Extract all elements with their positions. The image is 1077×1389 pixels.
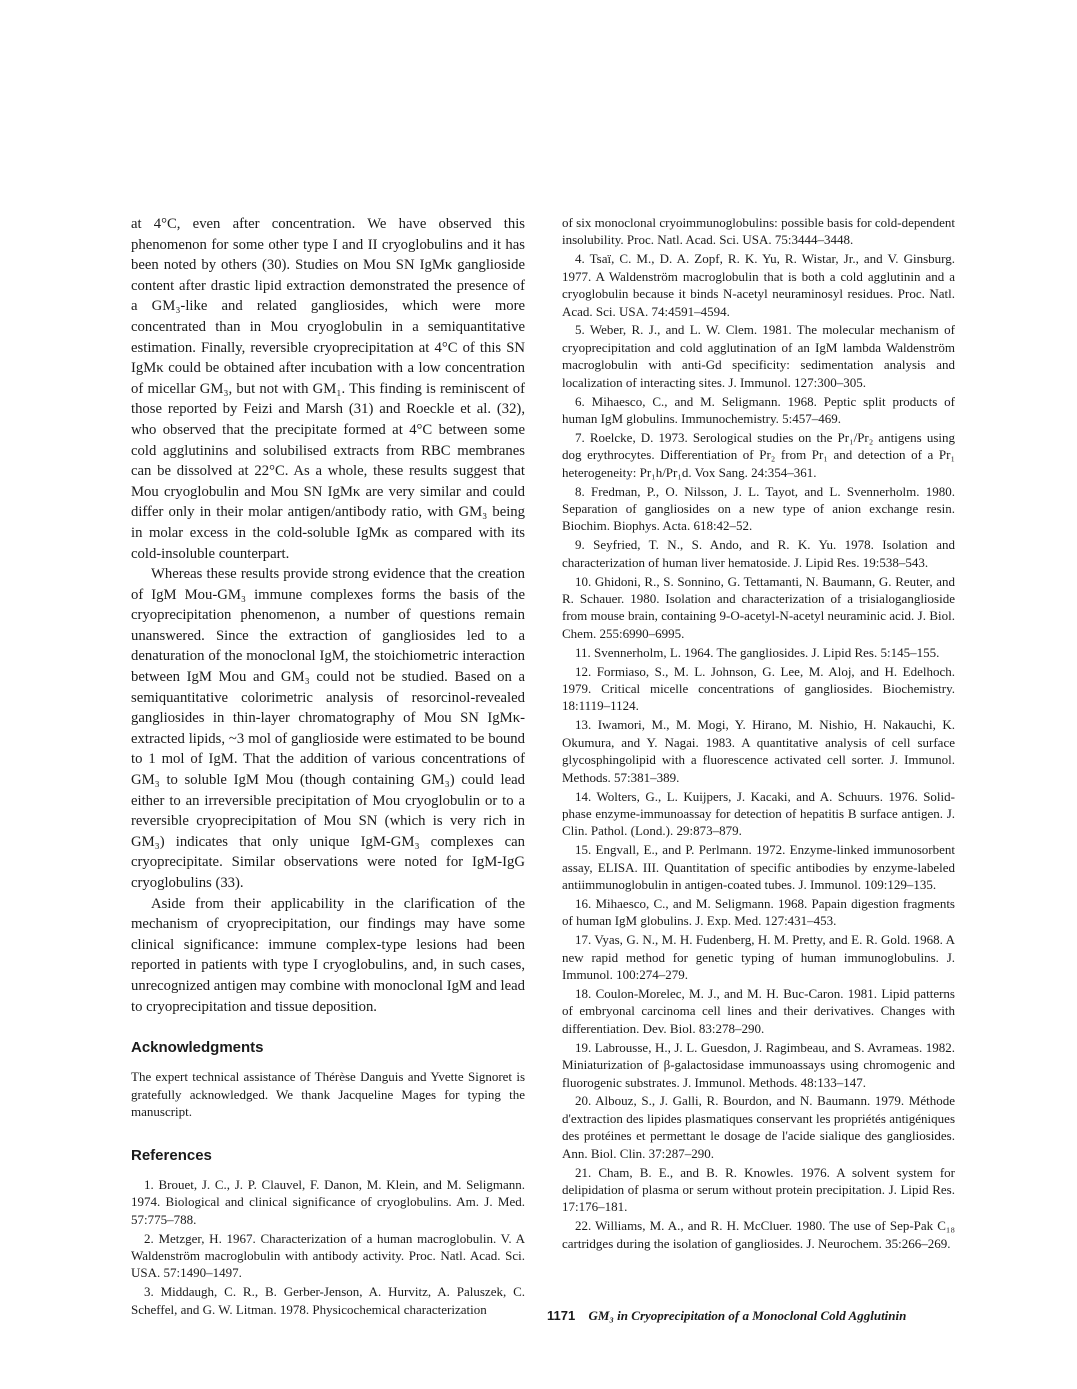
reference-item: 14. Wolters, G., L. Kuijpers, J. Kacaki, and A. Schuurs. 1976. Solid-phase enzyme-immunoassay for detection of hepatitis B surface antigen. J. Clin. Pathol. (Lond.). 29:873–879. bbox=[562, 788, 955, 839]
reference-item: 10. Ghidoni, R., S. Sonnino, G. Tettamanti, N. Baumann, G. Reuter, and R. Schauer. 1980. Isolation and characterization of a trisialoganglioside from mouse brain, containing 9-O-acetyl-N-acetyl neuraminic acid. J. Biol. Chem. 255:6990–6995. bbox=[562, 573, 955, 641]
reference-item: 5. Weber, R. J., and L. W. Clem. 1981. The molecular mechanism of cryoprecipitation and cold agglutination of an IgM lambda Waldenström macroglobulin with anti-Gd specificity: sedimentation analysis and localization of interacting sites. J. Immunol. 127:300–305. bbox=[562, 322, 955, 390]
reference-continuation: of six monoclonal cryoimmunoglobulins: possible basis for cold-dependent insolubility. Proc. Natl. Acad. Sci. USA. 75:3444–3448. bbox=[562, 215, 955, 248]
reference-item: 19. Labrousse, H., J. L. Guesdon, J. Ragimbeau, and S. Avrameas. 1982. Miniaturization of β-galactosidase immunoassays using chromogenic and fluorogenic substrates. J. Immunol. Methods. 48:133–147. bbox=[562, 1039, 955, 1090]
reference-item: 15. Engvall, E., and P. Perlmann. 1972. Enzyme-linked immunosorbent assay, ELISA. III. Quantitation of specific antibodies by enzyme-labeled antiimmunoglobulin in antigen-coated tubes. J. Immunol. 109:129–135. bbox=[562, 842, 955, 893]
reference-item: 9. Seyfried, T. N., S. Ando, and R. K. Yu. 1978. Isolation and characterization of human liver hematoside. J. Lipid Res. 19:538–543. bbox=[562, 537, 955, 570]
reference-item: 20. Albouz, S., J. Galli, R. Bourdon, and N. Baumann. 1979. Méthode d'extraction des lipides plasmatiques conservant les propriétés antigéniques des protéines et permettant le dosage de l'acide sialique des gangliosides. Ann. Biol. Clin. 37:287–290. bbox=[562, 1093, 955, 1161]
acknowledgments-heading: Acknowledgments bbox=[131, 1039, 264, 1057]
left-column bbox=[131, 214, 525, 1320]
reference-item: 21. Cham, B. E., and B. R. Knowles. 1976. A solvent system for delipidation of plasma or serum without protein precipitation. J. Lipid Res. 17:176–181. bbox=[562, 1164, 955, 1215]
acknowledgments-text: The expert technical assistance of Thérèse Danguis and Yvette Signoret is gratefully acknowledged. We thank Jacqueline Mages for typing the manuscript. bbox=[131, 1069, 525, 1120]
reference-item: 8. Fredman, P., O. Nilsson, J. L. Tayot, and L. Svennerholm. 1980. Separation of gangliosides on a new type of anion exchange resin. Biochim. Biophys. Acta. 618:42–52. bbox=[562, 483, 955, 534]
reference-item: 22. Williams, M. A., and R. H. McCluer. 1980. The use of Sep-Pak C₁₈ cartridges during the isolation of gangliosides. J. Neurochem. 35:266–269. bbox=[562, 1218, 955, 1251]
reference-item: 4. Tsaï, C. M., D. A. Zopf, R. K. Yu, R. Wistar, Jr., and V. Ginsburg. 1977. A Waldenström macroglobulin that is both a cold agglutinin and a cryoglobulin because it binds N-acetyl neuraminosyl residues. Proc. Natl. Acad. Sci. USA. 74:4591–4594. bbox=[562, 251, 955, 319]
page-number: 1171 bbox=[547, 1308, 576, 1323]
right-column bbox=[562, 214, 955, 1254]
body-paragraph: at 4°C, even after concentration. We have observed this phenomenon for some other type I and II cryoglobulins and it has been noted by others (30). Studies on Mou SN IgMκ ganglioside content after drastic lipid extraction demonstrated the presence of a GM₃-like and related gangliosides, which were more concentrated than in Mou cryoglobulin in a semiquantitative estimation. Finally, reversible cryoprecipitation at 4°C of this SN IgMκ could be obtained after incubation with a low concentration of micellar GM₃, but not with GM₁. This finding is reminiscent of those reported by Feizi and Marsh (31) and Roeckle et al. (32), who observed that the precipitate formed at 4°C between some cold agglutinins and solubilised extracts from RBC membranes can be dissolved at 22°C. As a whole, these results suggest that Mou cryoglobulin and Mou SN IgMκ are very similar and could differ only in their molar antigen/antibody ratio, with GM₃ being in molar excess in the cold-soluble IgMκ as compared with its cold-insoluble counterpart. bbox=[131, 216, 525, 562]
reference-item: 1. Brouet, J. C., J. P. Clauvel, F. Danon, M. Klein, and M. Seligmann. 1974. Biological and clinical significance of cryoglobulins. Am. J. Med. 57:775–788. bbox=[131, 1176, 525, 1227]
body-paragraph: Aside from their applicability in the clarification of the mechanism of cryoprecipitation, our findings may have some clinical significance: immune complex-type lesions had been reported in patients with type I cryoglobulins, and, in such cases, unrecognized antigen may combine with monoclonal IgM and lead to cryoprecipitation and tissue deposition. bbox=[131, 895, 525, 1015]
reference-item: 11. Svennerholm, L. 1964. The gangliosides. J. Lipid Res. 5:145–155. bbox=[575, 644, 940, 660]
running-title: GM₃ in Cryoprecipitation of a Monoclonal Cold Agglutinin bbox=[588, 1308, 907, 1323]
reference-item: 13. Iwamori, M., M. Mogi, Y. Hirano, M. Nishio, H. Nakauchi, K. Okumura, and Y. Nagai. 1983. A quantitative analysis of cell surface glycosphingolipid with a fluorescence activated cell sorter. J. Immunol. Methods. 57:381–389. bbox=[562, 717, 955, 785]
reference-item: 2. Metzger, H. 1967. Characterization of a human macroglobulin. V. A Waldenström macroglobulin with antibody activity. Proc. Natl. Acad. Sci. USA. 57:1490–1497. bbox=[131, 1230, 525, 1281]
page-footer bbox=[547, 1308, 977, 1324]
reference-item: 3. Middaugh, C. R., B. Gerber-Jenson, A. Hurvitz, A. Paluszek, C. Scheffel, and G. W. Litman. 1978. Physicochemical characterization bbox=[131, 1284, 525, 1317]
reference-item: 7. Roelcke, D. 1973. Serological studies on the Pr₁/Pr₂ antigens using dog erythrocytes. Differentiation of Pr₂ from Pr₁ and detection of a Pr₁ heterogeneity: Pr₁h/Pr₁d. Vox Sang. 24:354–361. bbox=[562, 429, 955, 480]
body-paragraph: Whereas these results provide strong evidence that the creation of IgM Mou-GM₃ immune complexes forms the basis of the cryoprecipitation phenomenon, a number of questions remain unanswered. Since the extraction of gangliosides led to a denaturation of the monoclonal IgM, the stoichiometric interaction between IgM Mou and GM₃ could not be studied. Based on a semiquantitative colorimetric analysis of resorcinol-revealed gangliosides in thin-layer chromatography of Mou SN IgMκ-extracted lipids, ~3 mol of ganglioside were estimated to be bound to 1 mol of IgM. That the addition of various concentrations of GM₃ to soluble IgM Mou (though containing GM₃) could lead either to an irreversible precipitation of Mou cryoglobulin or to a reversible cryoprecipitation of Mou SN (which is very rich in GM₃) indicates that only unique IgM-GM₃ complexes can cryoprecipitate. Similar observations were noted for IgM-IgG cryoglobulins (33). bbox=[131, 566, 525, 891]
reference-item: 17. Vyas, G. N., M. H. Fudenberg, H. M. Pretty, and E. R. Gold. 1968. A new rapid method for genetic typing of human immunoglobulins. J. Immunol. 100:274–279. bbox=[562, 932, 955, 983]
reference-item: 16. Mihaesco, C., and M. Seligmann. 1968. Papain digestion fragments of human IgM globulins. J. Exp. Med. 127:431–453. bbox=[562, 895, 955, 929]
reference-item: 12. Formiaso, S., M. L. Johnson, G. Lee, M. Aloj, and H. Edelhoch. 1979. Critical micelle concentrations of gangliosides. Biochemistry. 18:1119–1124. bbox=[562, 663, 955, 714]
references-heading: References bbox=[131, 1146, 212, 1164]
reference-item: 18. Coulon-Morelec, M. J., and M. H. Buc-Caron. 1981. Lipid patterns of embryonal carcinoma cell lines and their derivatives. Changes with differentiation. Dev. Biol. 83:278–290. bbox=[562, 985, 955, 1036]
reference-item: 6. Mihaesco, C., and M. Seligmann. 1968. Peptic split products of human IgM globulins. Immunochemistry. 5:457–469. bbox=[562, 393, 955, 426]
